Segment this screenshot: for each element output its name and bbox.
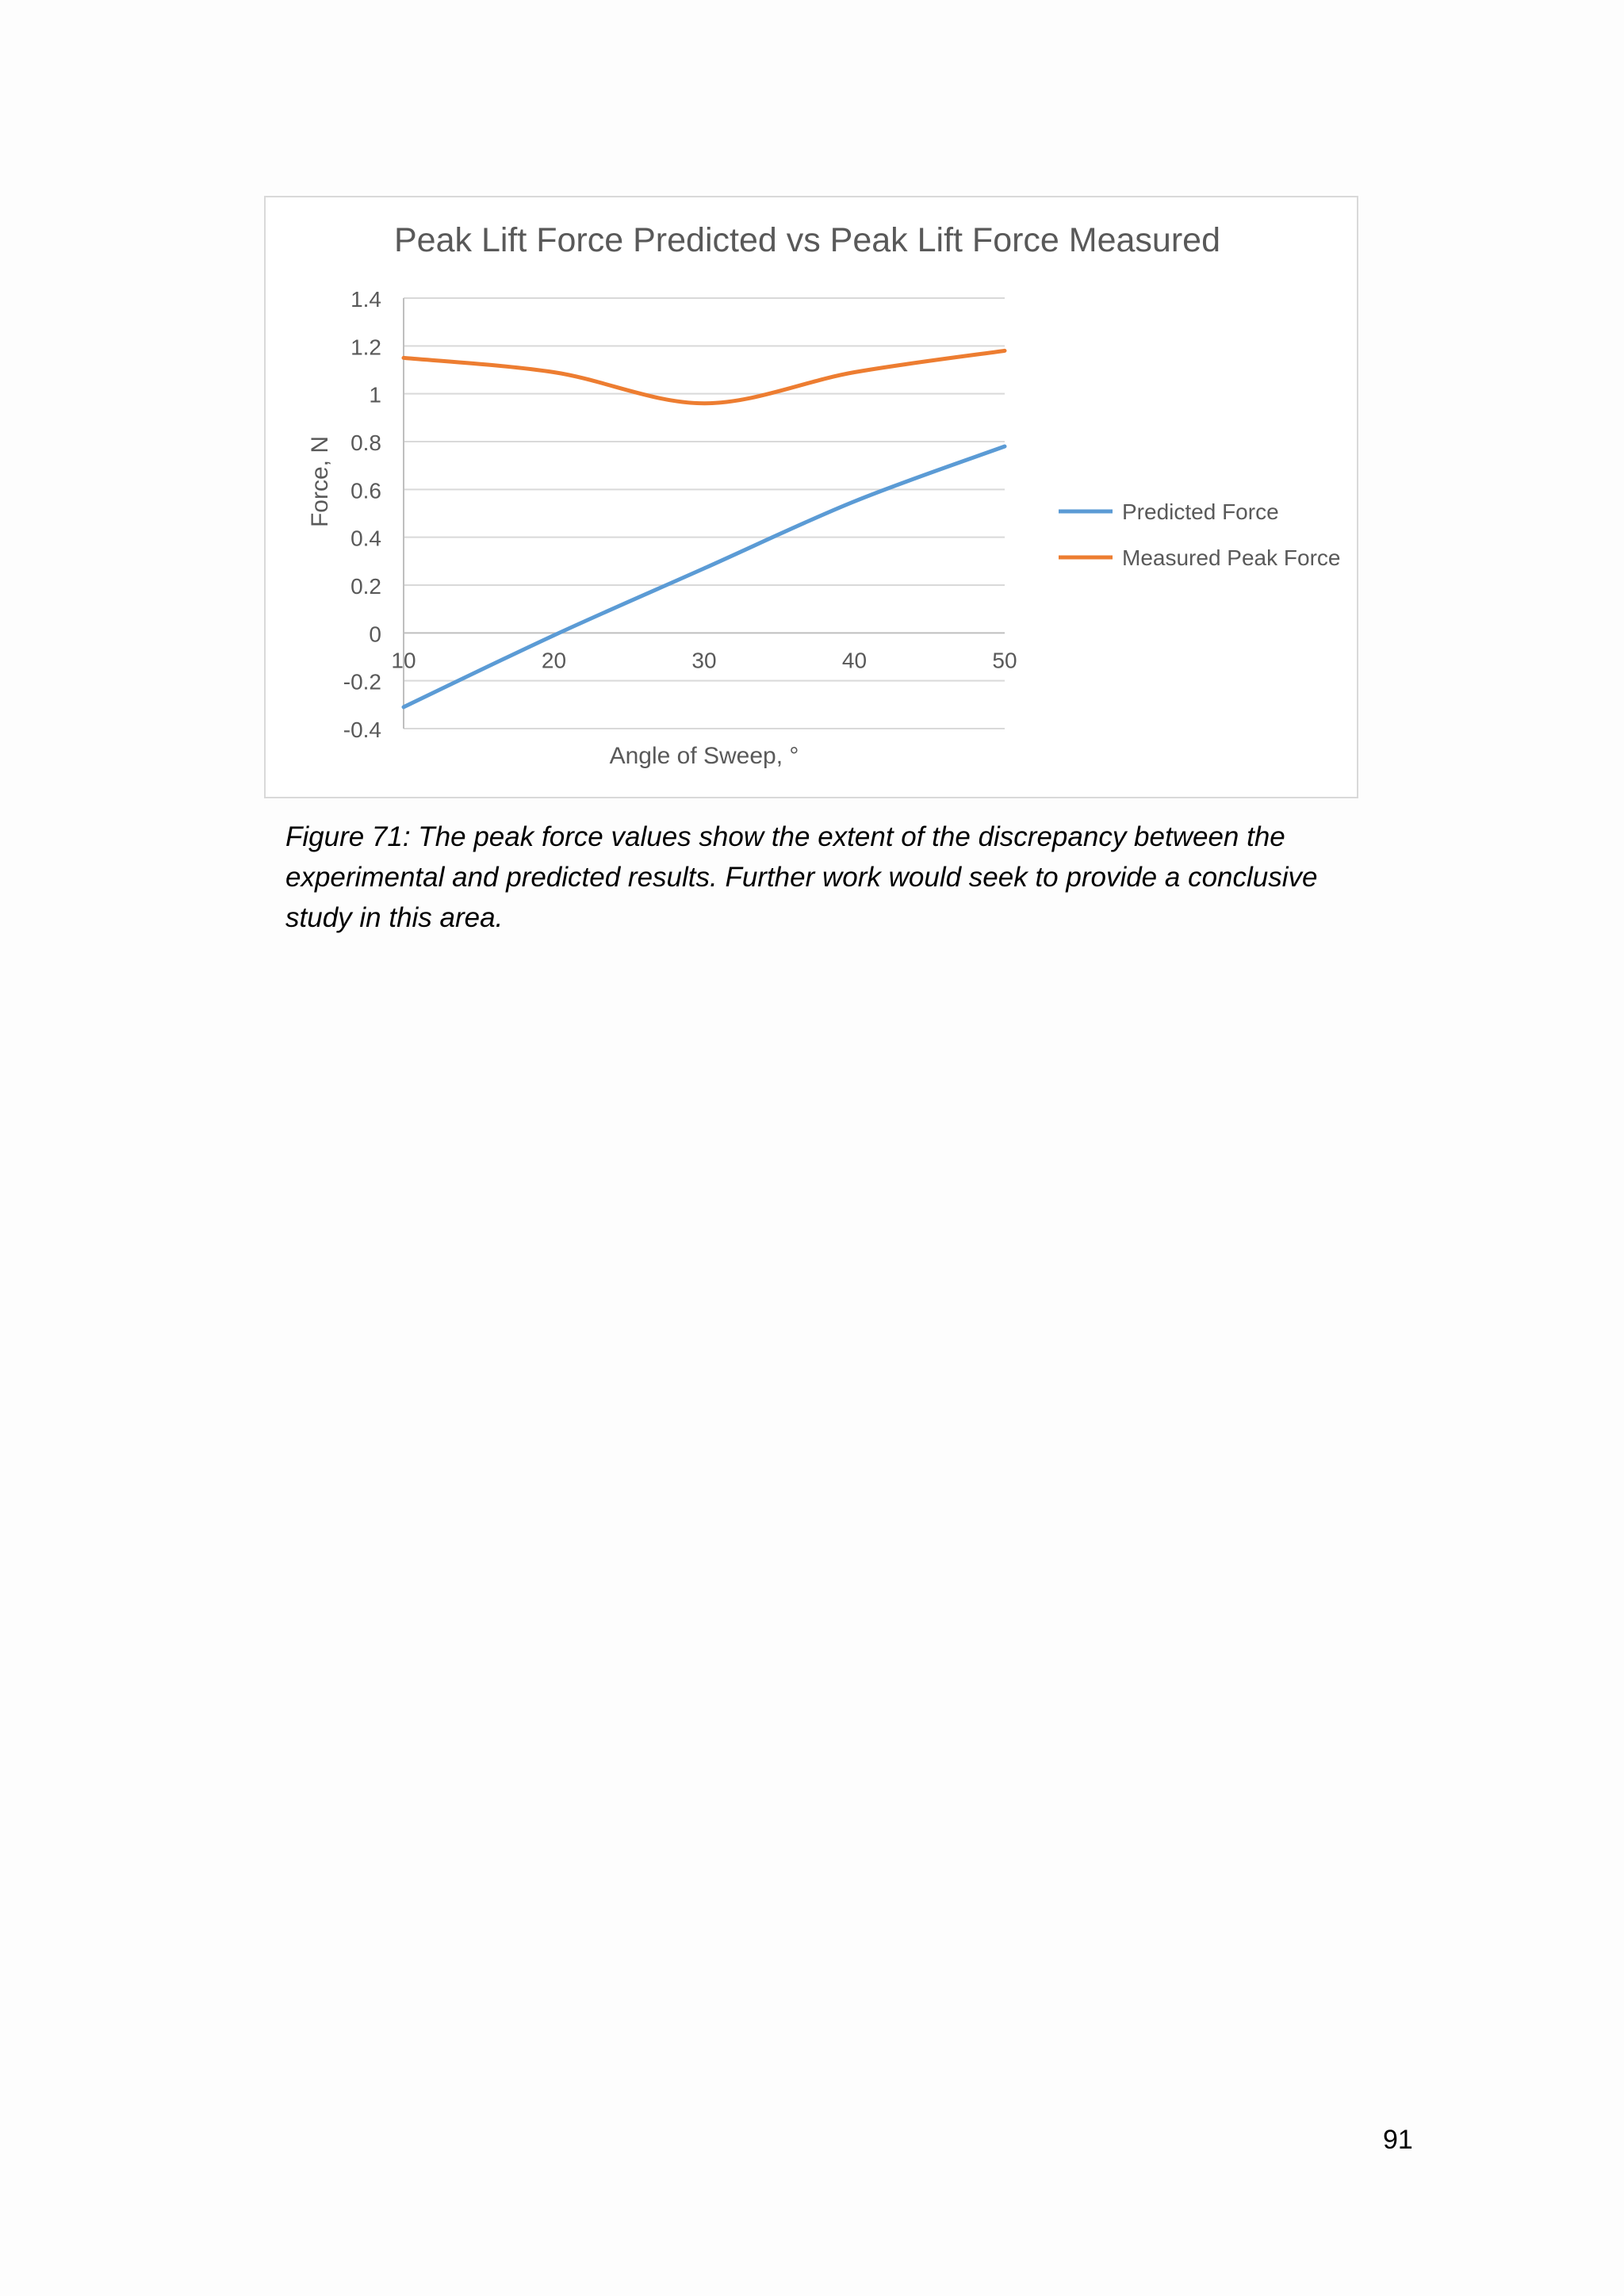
y-tick-label: 0 <box>369 622 381 647</box>
x-tick-label: 40 <box>841 648 868 673</box>
y-tick-label: -0.4 <box>343 718 381 742</box>
legend-label: Measured Peak Force <box>1122 545 1341 570</box>
x-tick-label: 20 <box>541 648 567 673</box>
x-tick-label: 30 <box>691 648 717 673</box>
y-tick-label: 1.4 <box>350 287 381 312</box>
series-line-measured-peak-force <box>404 350 1005 403</box>
x-tick-label: 50 <box>992 648 1017 673</box>
chart-title: Peak Lift Force Predicted vs Peak Lift Force Measured <box>393 221 1221 259</box>
y-tick-label: 0.8 <box>350 430 381 455</box>
y-axis-title: Force, N <box>307 435 333 528</box>
y-tick-label: 0.6 <box>350 478 381 503</box>
y-tick-label: 1 <box>369 382 381 408</box>
legend-label: Predicted Force <box>1122 499 1279 524</box>
page-number: 91 <box>1383 2125 1413 2155</box>
y-tick-label: 0.2 <box>350 574 381 599</box>
line-chart <box>266 197 1360 800</box>
x-axis-title: Angle of Sweep, ° <box>609 743 799 769</box>
chart-container <box>264 196 1358 798</box>
y-tick-label: -0.2 <box>343 669 381 695</box>
x-tick-label: 10 <box>391 648 416 673</box>
y-tick-label: 0.4 <box>350 526 381 551</box>
figure-caption: Figure 71: The peak force values show the extent of the discrepancy between the experimental and predicted results. Further work would seek to provide a conclusive study in this area. <box>285 821 1318 933</box>
y-tick-label: 1.2 <box>350 335 381 360</box>
